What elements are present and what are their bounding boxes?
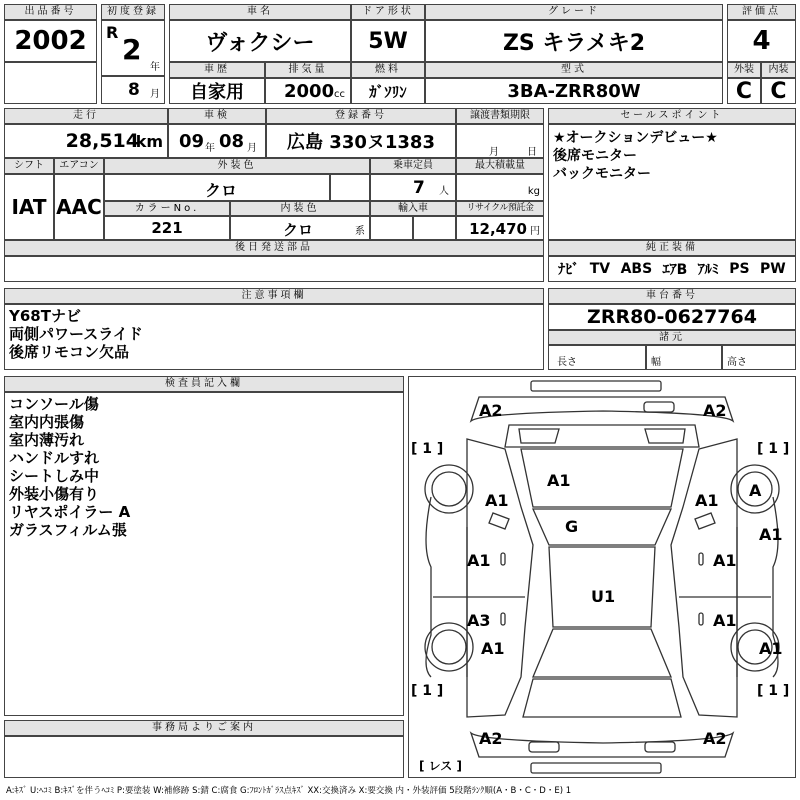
history-label: 車歴 (169, 62, 265, 78)
equipment-tv: TV (589, 261, 611, 277)
mark-rear-area: U1 (591, 587, 616, 606)
color-number: 221 (104, 216, 230, 240)
tire-rear-right: [ 1 ] (757, 683, 790, 699)
inspection-year-unit: 年 (205, 143, 215, 154)
grade-label: グレード (425, 4, 723, 20)
inspector-note-item: 外装小傷有り (9, 485, 100, 503)
mark-hood: A1 (547, 471, 571, 490)
mark-left-rear-fender: A1 (481, 639, 505, 658)
mark-front-left-bumper: A2 (479, 401, 503, 420)
mileage-unit: km (135, 132, 163, 151)
inspector-note-item: ガラスフィルム張 (9, 521, 127, 539)
interior-color: クロ (283, 221, 314, 239)
transfer-deadline-label: 譲渡書類期限 (456, 108, 544, 124)
fuel-label: 燃料 (351, 62, 425, 78)
inspector-note-item: リヤスポイラー A (9, 503, 131, 521)
import-label: 輸入車 (370, 201, 456, 216)
office-notice-body (4, 736, 404, 778)
car-name-label: 車名 (169, 4, 351, 20)
month-unit: 月 (150, 89, 160, 100)
car-outline-diagram (409, 377, 795, 777)
interior-color-cell (230, 216, 370, 240)
inspection-label: 車検 (168, 108, 266, 124)
dimensions-label: 諸元 (548, 330, 796, 345)
registration-year: 2 (122, 33, 142, 66)
shift: IAT (4, 174, 54, 240)
mileage-label: 走行 (4, 108, 168, 124)
inspection-year: 09 (179, 131, 205, 152)
equipment-list (548, 256, 796, 282)
capacity-cell (370, 174, 456, 201)
sales-point-item: ★オークションデビュー★ (553, 130, 718, 146)
model: 3BA-ZRR80W (425, 78, 723, 104)
lot-number: 2002 (4, 20, 97, 62)
mileage: 28,514 (65, 130, 139, 152)
inspector-notes-label: 検査員記入欄 (4, 376, 404, 392)
note-item: Y68Tナビ (9, 307, 81, 325)
equipment-navi: ﾅﾋﾞ (558, 262, 580, 278)
later-parts-label: 後日発送部品 (4, 240, 544, 256)
recycle-fee: 12,470 (469, 220, 527, 238)
lot-number-blank (4, 62, 97, 104)
capacity-unit: 人 (439, 186, 449, 197)
height-cell (722, 345, 796, 370)
mark-right-front-fender: A1 (695, 491, 719, 510)
plate: 広島 330ヌ1383 (266, 124, 456, 158)
first-registration-month (101, 76, 165, 104)
interior-color-unit: 系 (355, 226, 365, 237)
mark-rear-left-bumper: A2 (479, 729, 503, 748)
capacity-label: 乗車定員 (370, 158, 456, 174)
interior-grade: C (761, 78, 796, 104)
damage-legend: A:ｷｽﾞ U:ﾍｺﾐ B:ｷｽﾞを伴うﾍｺﾐ P:要塗装 W:補修跡 S:錆 C:腐食 G:ﾌﾛﾝﾄｶﾞﾗｽ点ｷｽﾞ XX:交換済み X:要交換 内・外装評価 5段階ﾗﾝｸ順(A・B・C・D・E) 1 (6, 786, 572, 796)
car-name: ヴォクシー (169, 20, 351, 62)
spare-tire: [ レス ] (419, 759, 462, 773)
interior-label: 内装 (761, 62, 796, 78)
equipment-ps: PS (729, 261, 750, 277)
equipment-pw: PW (760, 261, 786, 277)
width-label: 幅 (651, 357, 661, 368)
import-cell-b (413, 216, 456, 240)
transfer-day-unit: 日 (527, 147, 537, 158)
note-item: 後席リモコン欠品 (9, 343, 130, 361)
interior-color-label: 内装色 (230, 201, 370, 216)
first-registration-label: 初度登録 (101, 4, 165, 20)
mark-right-front-door: A1 (713, 551, 737, 570)
later-parts-value (4, 256, 544, 282)
inspector-note-item: コンソール傷 (9, 395, 99, 413)
length-cell (548, 345, 646, 370)
tire-rear-left: [ 1 ] (411, 683, 444, 699)
sales-point-item: 後席モニター (553, 148, 637, 164)
inspector-note-item: 室内薄汚れ (9, 431, 85, 449)
inspector-note-item: 室内内張傷 (9, 413, 85, 431)
year-unit: 年 (150, 62, 160, 73)
tire-front-left: [ 1 ] (411, 441, 444, 457)
capacity: 7 (413, 178, 425, 198)
aircon-label: エアコン (54, 158, 104, 174)
history: 自家用 (169, 78, 265, 104)
office-notice-label: 事務局よりご案内 (4, 720, 404, 736)
recycle-unit: 円 (530, 226, 540, 237)
inspector-note-item: シートしみ中 (9, 467, 100, 485)
inspection-month: 08 (219, 131, 245, 152)
note-item: 両側パワースライド (9, 325, 143, 343)
equipment-abs: ABS (620, 261, 653, 277)
transfer-deadline-cell (456, 124, 544, 158)
damage-diagram (408, 376, 796, 778)
mark-right-mirror: A1 (759, 525, 783, 544)
era: R (106, 23, 119, 42)
notes-list (4, 304, 544, 370)
shift-label: シフト (4, 158, 54, 174)
mark-right-rear-door: A1 (713, 611, 737, 630)
mark-front-right-bumper: A2 (703, 401, 727, 420)
plate-label: 登録番号 (266, 108, 456, 124)
model-label: 型式 (425, 62, 723, 78)
mark-rear-right-bumper: A2 (703, 729, 727, 748)
displacement-cell (265, 78, 351, 104)
displacement-label: 排気量 (265, 62, 351, 78)
inspector-notes-list (4, 392, 404, 716)
score-label: 評価点 (727, 4, 796, 20)
notes-label: 注意事項欄 (4, 288, 544, 304)
exterior-color-cell (104, 174, 330, 201)
inspection-month-unit: 月 (247, 143, 257, 154)
mark-left-front-fender: A1 (485, 491, 509, 510)
max-load-cell (456, 174, 544, 201)
grade: ZS キラメキ2 (425, 20, 723, 62)
exterior-color-label: 外装色 (104, 158, 370, 174)
registration-month: 8 (128, 80, 140, 100)
inspector-note-item: ハンドルすれ (9, 449, 100, 467)
equipment-alloy: ｱﾙﾐ (697, 262, 719, 278)
recycle-label: リサイクル預託金 (456, 201, 544, 216)
sales-points-label: セールスポイント (548, 108, 796, 124)
mark-roof: G (565, 517, 579, 536)
lot-number-label: 出品番号 (4, 4, 97, 20)
mark-left-front-door: A1 (467, 551, 491, 570)
max-load-label: 最大積載量 (456, 158, 544, 174)
exterior-grade: C (727, 78, 761, 104)
displacement-unit: cc (334, 89, 345, 100)
exterior-label: 外装 (727, 62, 761, 78)
exterior-color: クロ (205, 181, 238, 200)
recycle-cell (456, 216, 544, 240)
mileage-cell (4, 124, 168, 158)
height-label: 高さ (727, 357, 747, 368)
door-type: 5W (351, 20, 425, 62)
max-load-unit: kg (527, 186, 540, 197)
mark-right-front-wheel: A (749, 481, 762, 500)
chassis-label: 車台番号 (548, 288, 796, 304)
score: 4 (727, 20, 796, 62)
chassis-number: ZRR80-0627764 (548, 304, 796, 330)
import-cell-a (370, 216, 413, 240)
displacement: 2000 (284, 81, 335, 102)
equipment-label: 純正装備 (548, 240, 796, 256)
first-registration-year (101, 20, 165, 76)
width-cell (646, 345, 722, 370)
aircon: AAC (54, 174, 104, 240)
equipment-airbag: ｴｱB (662, 262, 688, 278)
mark-right-rear-fender: A1 (759, 639, 783, 658)
inspection-cell (168, 124, 266, 158)
length-label: 長さ (557, 357, 577, 368)
sales-point-item: バックモニター (553, 166, 651, 182)
mark-left-rear-door: A3 (467, 611, 491, 630)
sales-points-list (548, 124, 796, 240)
transfer-month-unit: 月 (489, 147, 499, 158)
exterior-color-extra (330, 174, 370, 201)
door-type-label: ドア形状 (351, 4, 425, 20)
color-number-label: カラーNo. (104, 201, 230, 216)
fuel: ｶﾞｿﾘﾝ (351, 78, 425, 104)
tire-front-right: [ 1 ] (757, 441, 790, 457)
